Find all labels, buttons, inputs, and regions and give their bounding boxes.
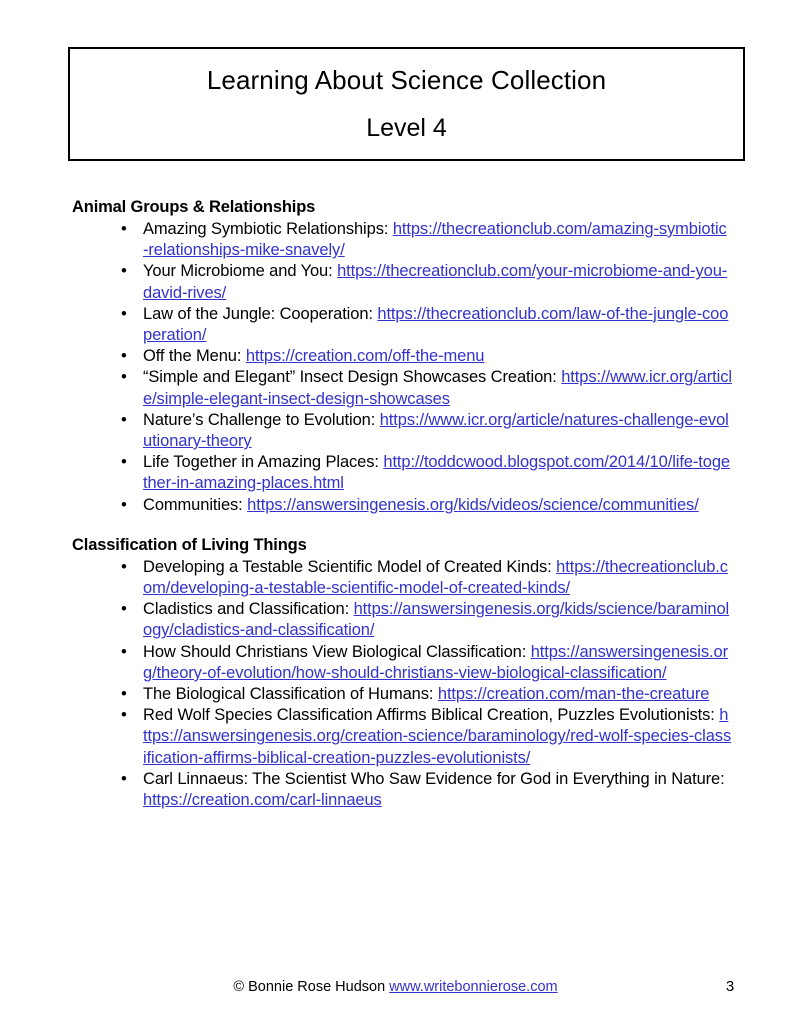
resource-title: Life Together in Amazing Places: — [143, 453, 384, 472]
list-item — [72, 261, 732, 303]
bullet-icon: • — [121, 262, 127, 281]
resource-link[interactable]: https://creation.com/off-the-menu — [245, 347, 485, 366]
resource-list — [72, 219, 732, 516]
section-heading: Animal Groups & Relationships — [72, 198, 316, 216]
list-item — [72, 346, 732, 367]
bullet-icon: • — [121, 368, 127, 387]
bullet-icon: • — [121, 220, 127, 238]
resource-link[interactable]: https://creation.com/man-the-creature — [437, 685, 710, 704]
bullet-icon: • — [121, 304, 127, 323]
resource-title: Red Wolf Species Classification Affirms Biblical Creation, Puzzles Evolutionists: — [143, 706, 720, 725]
resource-list — [72, 557, 732, 811]
resource-link[interactable]: https://answersingenesis.org/kids/science/baraminology/cladistics-and-classification/ — [143, 600, 730, 640]
bullet-icon: • — [121, 453, 127, 472]
resource-link[interactable]: https://www.icr.org/article/simple-elegant-insect-design-showcases — [143, 368, 732, 408]
list-item — [72, 684, 732, 705]
resource-title: Law of the Jungle: Cooperation: — [143, 304, 378, 323]
list-item — [72, 304, 732, 346]
resource-title: Your Microbiome and You: — [143, 262, 338, 281]
resource-title: The Biological Classification of Humans: — [143, 685, 438, 704]
list-item — [72, 642, 732, 684]
bullet-icon: • — [121, 706, 127, 725]
resource-link[interactable]: https://answersingenesis.org/kids/videos/science/communities/ — [247, 495, 699, 514]
content-section — [72, 197, 732, 516]
resource-link[interactable]: https://thecreationclub.com/law-of-the-jungle-cooperation/ — [143, 304, 729, 345]
resource-title: Cladistics and Classification: — [143, 600, 354, 619]
footer-copyright-text: © Bonnie Rose Hudson — [233, 979, 390, 995]
bullet-icon: • — [121, 557, 127, 576]
list-item — [72, 219, 732, 261]
list-item — [72, 495, 732, 516]
resource-title: “Simple and Elegant” Insect Design Showcases Creation: — [143, 368, 562, 387]
resource-link[interactable]: https://answersingenesis.org/creation-science/baraminology/red-wolf-species-classification-affirms-biblical-creation-puzzles-evolutionists/ — [143, 706, 732, 767]
list-item — [72, 705, 732, 769]
page-number: 3 — [725, 978, 735, 995]
bullet-icon: • — [121, 685, 127, 704]
resource-link[interactable]: https://thecreationclub.com/your-microbiome-and-you-david-rives/ — [143, 262, 728, 302]
resource-link[interactable]: https://www.icr.org/article/natures-challenge-evolutionary-theory — [143, 410, 729, 451]
page-footer — [0, 977, 791, 1001]
resource-title: Carl Linnaeus: The Scientist Who Saw Evidence for God in Everything in Nature: — [143, 769, 725, 788]
bullet-icon: • — [121, 769, 127, 788]
collection-level: Level 4 — [366, 114, 447, 142]
bullet-icon: • — [121, 495, 127, 514]
document-body — [72, 197, 732, 811]
list-item — [72, 410, 732, 452]
resource-link[interactable]: https://creation.com/carl-linnaeus — [143, 791, 382, 810]
resource-title: Off the Menu: — [143, 347, 246, 366]
bullet-icon: • — [121, 410, 127, 429]
list-item — [72, 769, 732, 811]
bullet-icon: • — [121, 347, 127, 366]
resource-link[interactable]: https://thecreationclub.com/amazing-symbiotic-relationships-mike-snavely/ — [143, 220, 727, 260]
list-item — [72, 452, 732, 494]
resource-title: Developing a Testable Scientific Model of Created Kinds: — [143, 557, 557, 576]
resource-title: Communities: — [143, 495, 248, 514]
list-item — [72, 367, 732, 409]
resource-link[interactable]: http://toddcwood.blogspot.com/2014/10/life-together-in-amazing-places.html — [143, 453, 730, 493]
bullet-icon: • — [121, 642, 127, 661]
title-box — [68, 47, 745, 161]
bullet-icon: • — [121, 600, 127, 619]
content-section — [72, 535, 732, 811]
list-item — [72, 557, 732, 599]
collection-title: Learning About Science Collection — [206, 65, 607, 95]
resource-link[interactable]: https://thecreationclub.com/developing-a-testable-scientific-model-of-created-kinds/ — [143, 557, 728, 598]
resource-title: How Should Christians View Biological Classification: — [143, 642, 531, 661]
resource-title: Amazing Symbiotic Relationships: — [143, 220, 393, 238]
resource-link[interactable]: https://answersingenesis.org/theory-of-evolution/how-should-christians-view-biological-classification/ — [143, 642, 728, 682]
list-item — [72, 599, 732, 641]
section-heading: Classification of Living Things — [72, 535, 307, 554]
footer-website-link[interactable]: www.writebonnierose.com — [389, 979, 558, 995]
resource-title: Nature’s Challenge to Evolution: — [143, 410, 380, 429]
footer-copyright-line — [0, 977, 791, 997]
